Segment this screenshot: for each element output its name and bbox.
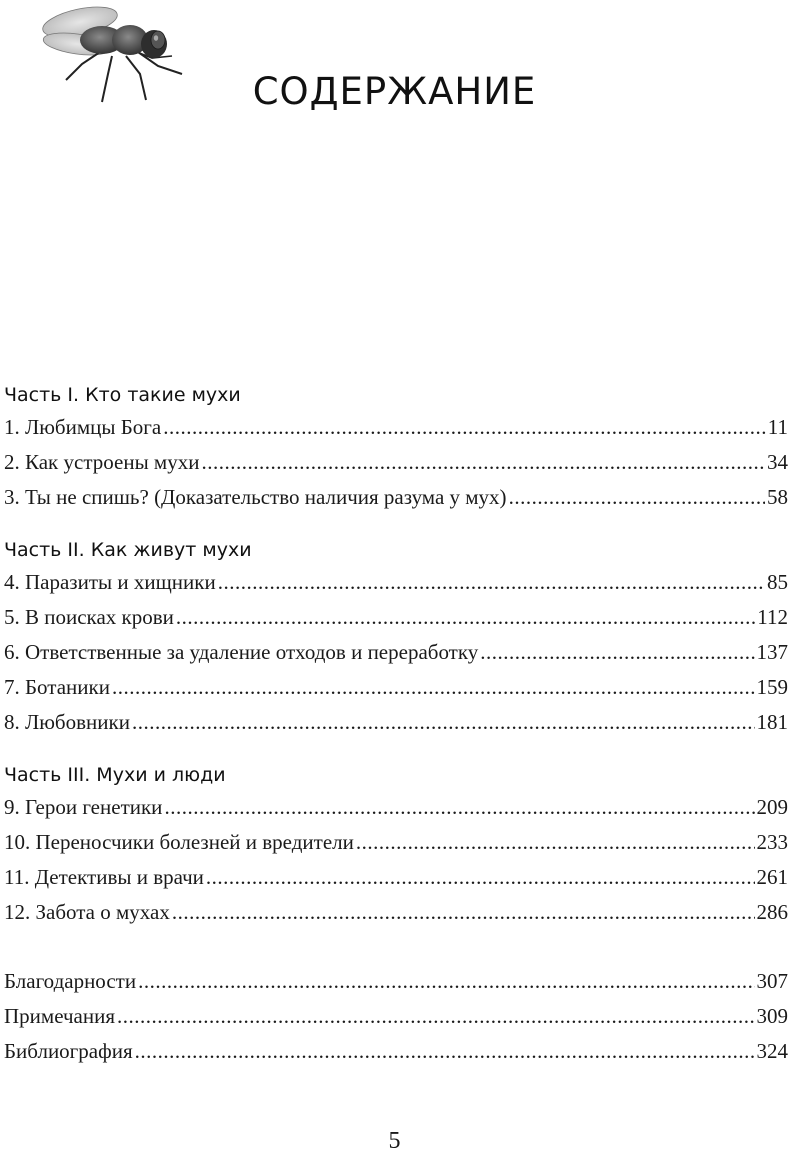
leader-dots xyxy=(201,445,765,480)
entry-label: 6. Ответственные за удаление отходов и переработку xyxy=(4,640,479,664)
entry-page-number: 58 xyxy=(767,485,788,509)
leader-dots xyxy=(112,670,755,705)
entry-page-number: 261 xyxy=(756,865,788,889)
entry-label: 4. Паразиты и хищники xyxy=(4,570,216,594)
entry-label: Примечания xyxy=(4,1004,116,1028)
leader-dots xyxy=(117,999,754,1034)
spacer xyxy=(4,515,788,535)
entry-page-number: 286 xyxy=(756,900,788,924)
part-heading: Часть I. Кто такие мухи xyxy=(4,384,241,406)
page-title: СОДЕРЖАНИЕ xyxy=(252,70,537,113)
entry-label: 10. Переносчики болезней и вредители xyxy=(4,830,354,854)
toc-entry[interactable] xyxy=(4,410,788,445)
entry-page-number: 324 xyxy=(756,1039,788,1063)
entry-label: 7. Ботаники xyxy=(4,675,110,699)
toc-entry[interactable] xyxy=(4,480,788,515)
entry-page-number: 11 xyxy=(767,415,788,439)
leader-dots xyxy=(172,895,755,930)
entry-page-number: 112 xyxy=(757,605,788,629)
entry-label: Благодарности xyxy=(4,969,137,993)
leader-dots xyxy=(138,964,754,999)
entry-label: 8. Любовники xyxy=(4,710,130,734)
toc-entry[interactable] xyxy=(4,964,788,999)
toc-entry[interactable] xyxy=(4,705,788,740)
toc-entry[interactable] xyxy=(4,790,788,825)
table-of-contents xyxy=(4,380,788,1069)
leader-dots xyxy=(356,825,755,860)
leader-dots xyxy=(480,635,754,670)
entry-page-number: 309 xyxy=(756,1004,788,1028)
entry-label: 11. Детективы и врачи xyxy=(4,865,204,889)
leader-dots xyxy=(163,410,766,445)
entry-label: 5. В поисках крови xyxy=(4,605,174,629)
part-heading: Часть III. Мухи и люди xyxy=(4,764,226,786)
entry-page-number: 137 xyxy=(756,640,788,664)
toc-entry[interactable] xyxy=(4,999,788,1034)
leader-dots xyxy=(218,565,765,600)
leader-dots xyxy=(132,705,755,740)
entry-page-number: 209 xyxy=(756,795,788,819)
entry-label: 1. Любимцы Бога xyxy=(4,415,162,439)
toc-entry[interactable] xyxy=(4,670,788,705)
toc-entry[interactable] xyxy=(4,825,788,860)
leader-dots xyxy=(135,1034,755,1069)
toc-entry[interactable] xyxy=(4,860,788,895)
entry-page-number: 233 xyxy=(756,830,788,854)
toc-entry[interactable] xyxy=(4,565,788,600)
entry-label: 12. Забота о мухах xyxy=(4,900,170,924)
entry-page-number: 181 xyxy=(756,710,788,734)
spacer xyxy=(4,930,788,964)
leader-dots xyxy=(176,600,755,635)
part-heading: Часть II. Как живут мухи xyxy=(4,539,252,561)
entry-page-number: 159 xyxy=(756,675,788,699)
spacer xyxy=(4,740,788,760)
leader-dots xyxy=(164,790,754,825)
entry-label: 2. Как устроены мухи xyxy=(4,450,200,474)
entry-page-number: 34 xyxy=(767,450,788,474)
toc-entry[interactable] xyxy=(4,445,788,480)
toc-entry[interactable] xyxy=(4,1034,788,1069)
entry-label: Библиография xyxy=(4,1039,133,1063)
page-number: 5 xyxy=(388,1128,401,1154)
leader-dots xyxy=(206,860,755,895)
entry-label: 3. Ты не спишь? (Доказательство наличия разума у мух) xyxy=(4,485,507,509)
toc-entry[interactable] xyxy=(4,600,788,635)
toc-entry[interactable] xyxy=(4,635,788,670)
entry-label: 9. Герои генетики xyxy=(4,795,163,819)
leader-dots xyxy=(509,480,765,515)
toc-entry[interactable] xyxy=(4,895,788,930)
entry-page-number: 85 xyxy=(767,570,788,594)
entry-page-number: 307 xyxy=(756,969,788,993)
